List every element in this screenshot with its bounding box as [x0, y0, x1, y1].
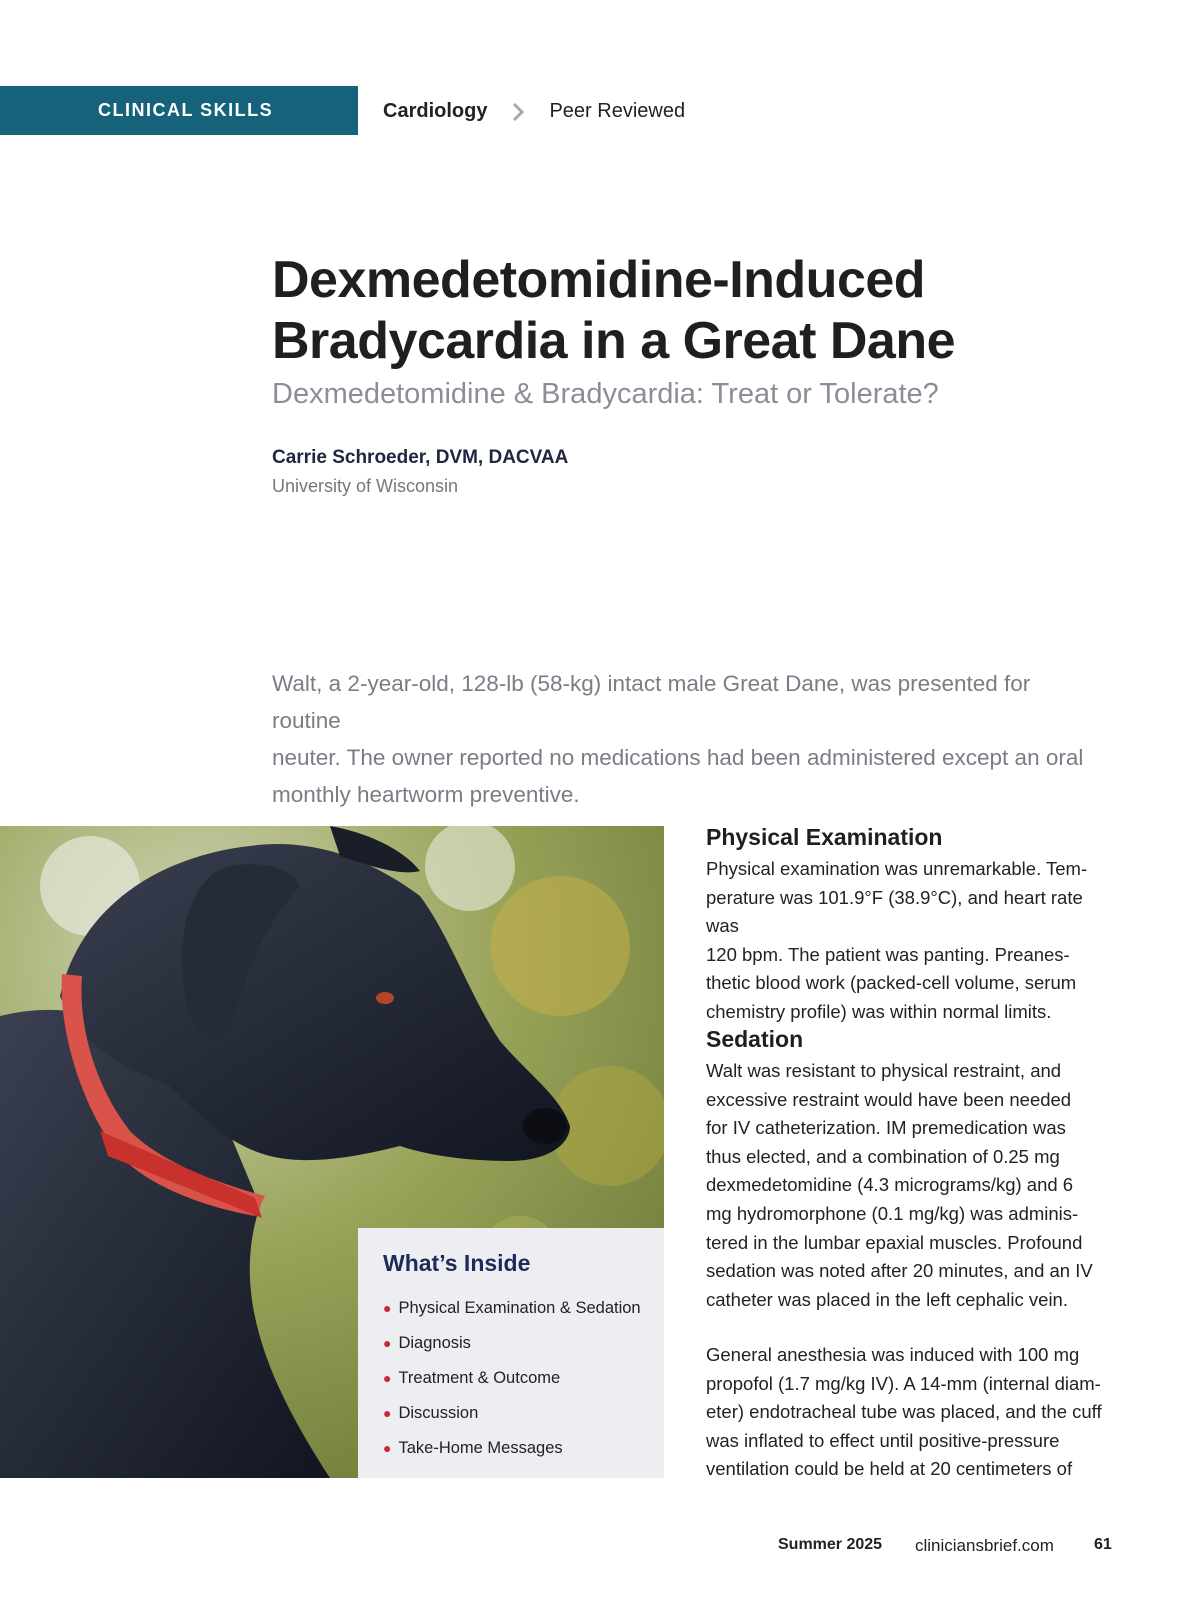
- list-item[interactable]: ● Take-Home Messages: [383, 1439, 563, 1457]
- physical-exam-section: [706, 824, 1106, 1027]
- lede-line: monthly heartworm preventive.: [272, 782, 580, 807]
- section-label: CLINICAL SKILLS: [0, 86, 358, 135]
- exam-paragraph: Physical examination was unremarkable. Tem- perature was 101.9°F (38.9°C), and heart rate was 120 bpm. The patient was panting. Preanes- thetic blood work (packed-cell volume, serum chemistry profile) was within normal limits.: [706, 858, 1088, 1022]
- bullet-icon: ●: [383, 1370, 392, 1386]
- article-title: [272, 250, 1132, 372]
- bullet-icon: ●: [383, 1440, 392, 1456]
- lede-paragraph: [272, 665, 1092, 813]
- author-name: Carrie Schroeder, DVM, DACVAA: [272, 447, 569, 468]
- article-subtitle: Dexmedetomidine & Bradycardia: Treat or Tolerate?: [272, 378, 939, 410]
- sedation-section: [706, 1026, 1106, 1314]
- list-item[interactable]: ● Treatment & Outcome: [383, 1369, 561, 1387]
- sedation-heading: Sedation: [706, 1026, 804, 1052]
- chevron-right-icon: [509, 101, 527, 123]
- author-affiliation: University of Wisconsin: [272, 476, 459, 496]
- lede-line: Walt, a 2-year-old, 128-lb (58-kg) intact male Great Dane, was presented for routine: [272, 671, 1031, 733]
- lede-line: neuter. The owner reported no medications had been administered except an oral: [272, 745, 1084, 770]
- whats-inside-heading: What’s Inside: [383, 1250, 531, 1276]
- whats-inside-list: [383, 1291, 664, 1466]
- page-number: 61: [1094, 1536, 1112, 1553]
- list-item[interactable]: ● Physical Examination & Sedation: [383, 1299, 641, 1317]
- bullet-icon: ●: [383, 1335, 392, 1351]
- footer-issue: Summer 2025: [778, 1536, 883, 1553]
- bullet-icon: ●: [383, 1405, 392, 1421]
- bullet-icon: ●: [383, 1300, 392, 1316]
- footer-site[interactable]: cliniciansbrief.com: [915, 1536, 1054, 1555]
- breadcrumb-subcategory[interactable]: Peer Reviewed: [549, 100, 686, 122]
- exam-heading: Physical Examination: [706, 824, 943, 850]
- anesthesia-section: [706, 1337, 1106, 1484]
- breadcrumb: [383, 100, 685, 123]
- title-line-1: Dexmedetomidine-Induced: [272, 251, 926, 309]
- breadcrumb-category[interactable]: Cardiology: [383, 100, 488, 122]
- anesthesia-paragraph: General anesthesia was induced with 100 mg propofol (1.7 mg/kg IV). A 14-mm (internal diam- eter) endotracheal tube was placed, and the cuff was inflated to effect until positive-pressure ventilation could be held at 20 centimeters of: [706, 1344, 1102, 1480]
- list-item[interactable]: ● Diagnosis: [383, 1334, 471, 1352]
- title-line-2: Bradycardia in a Great Dane: [272, 312, 956, 370]
- list-item[interactable]: ● Discussion: [383, 1404, 479, 1422]
- whats-inside-box: [358, 1228, 664, 1478]
- sedation-paragraph: Walt was resistant to physical restraint, and excessive restraint would have been needed for IV catheterization. IM premedication was thus elected, and a combination of 0.25 mg dexmedetomidine (4.3 micrograms/kg) and 6 mg hydromorphone (0.1 mg/kg) was adminis- tered in the lumbar epaxial muscles. Profound sedation was noted after 20 minutes, and an IV catheter was placed in the left cephalic vein.: [706, 1060, 1093, 1310]
